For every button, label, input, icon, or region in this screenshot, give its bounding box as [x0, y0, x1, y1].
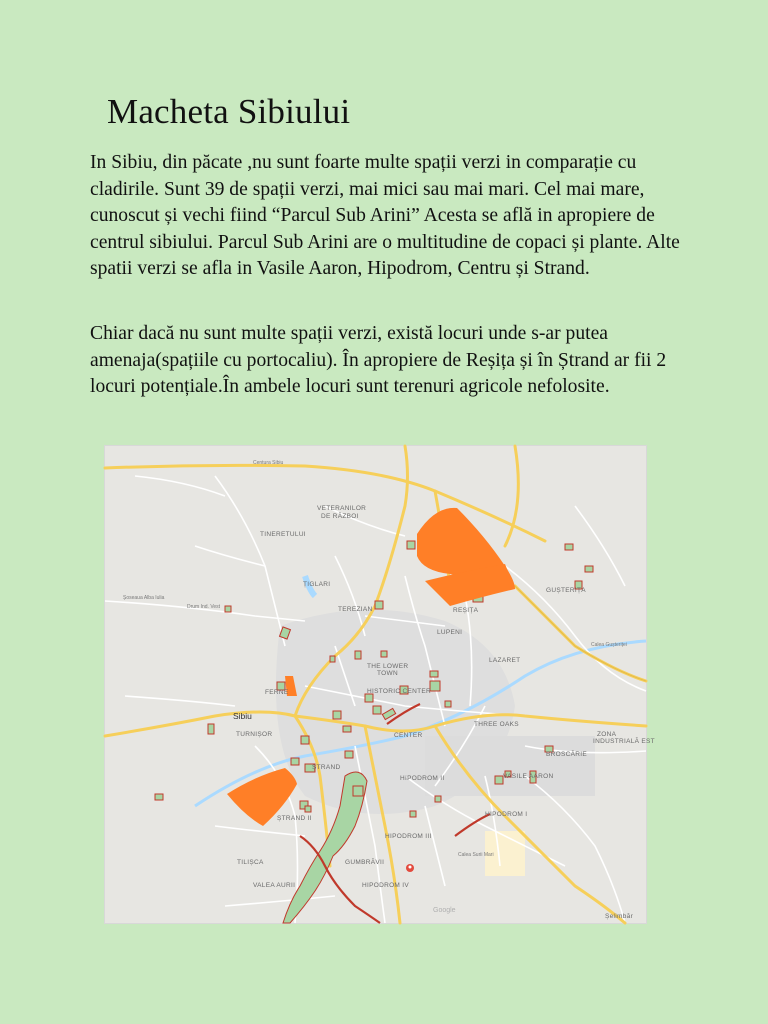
label-razboi: DE RĂZBOI [321, 513, 359, 520]
label-strand-ii: ȘTRAND II [277, 815, 312, 822]
label-tilisca: TILIȘCA [237, 859, 264, 866]
label-vasile-aaron: VASILE AARON [503, 773, 554, 780]
paragraph-proposal: Chiar dacă nu sunt multe spații verzi, există locuri unde s-ar putea amenaja(spațiile cu portocaliu). În apropiere de Reșița și în Ștrand ar fii 2 locuri potențiale.În ambele locuri sunt terenuri agricole nefolosite. [90, 323, 667, 398]
label-terezian: TEREZIAN [338, 606, 373, 613]
label-tineretului: TINERETULUI [260, 531, 306, 538]
label-turnisor: TURNIȘOR [236, 731, 273, 738]
label-selimbar: Șelimbăr [605, 913, 634, 920]
label-valea-aurie: VALEA AURII [253, 882, 296, 889]
label-gusterita: GUȘTERIȚA [546, 587, 586, 594]
label-road-cibin: Calea Surii Mari [458, 852, 494, 858]
map-watermark-logo: Google [433, 907, 456, 914]
label-road-dn1: Drum Ind. Vest [187, 604, 221, 610]
label-veteranilor: VETERANILOR [317, 505, 367, 512]
label-three-oaks: THREE OAKS [474, 721, 519, 728]
label-resita: REȘIȚA [453, 607, 479, 614]
label-fernezeu: FERNE [265, 689, 289, 696]
label-road-dn1b: Calea Gușteriței [591, 642, 627, 648]
label-zona-industriala-2: INDUSTRIALĂ EST [593, 738, 655, 745]
label-hipodrom-iv: HIPODROM IV [362, 882, 409, 889]
map-canvas [105, 446, 655, 923]
label-gumbravii: GUMBRĂVII [345, 859, 385, 866]
page-title: Macheta Sibiului [107, 92, 351, 131]
place-marker-dot [409, 866, 412, 869]
label-hipodrom-ii: HIPODROM II [400, 775, 445, 782]
label-zona-industriala-1: ZONA [597, 731, 617, 738]
label-lower-town-2: TOWN [377, 670, 398, 677]
label-hipodrom-i: HIPODROM I [485, 811, 528, 818]
paragraph-intro: In Sibiu, din păcate ,nu sunt foarte multe spații verzi in comparație cu cladirile. Sunt 39 de spații verzi, mai mici sau mai mari. Cel mai mare, cunoscut și vechi fiind “Parcul Sub Arini” Acesta se află in apropiere de centrul sibiului. Parcul Sub Arini are o multitudine de copaci și plante. Alte spatii verzi se afla in Vasile Aaron, Hipodrom, Centru și Strand. [90, 152, 680, 280]
label-center: CENTER [394, 732, 423, 739]
sibiu-map[interactable] [104, 445, 655, 924]
label-hipodrom-iii: HIPODROM III [385, 833, 432, 840]
label-lower-town-1: THE LOWER [367, 663, 409, 670]
label-tiglari: ȚIGLARI [303, 581, 331, 588]
label-lazaret: LAZARET [489, 657, 521, 664]
industrial-area [425, 736, 595, 796]
label-historic-center: HISTORIC CENTER [367, 688, 431, 695]
label-lupeni: LUPENI [437, 629, 463, 636]
label-road-centura: Centura Sibiu [253, 460, 284, 466]
label-strand: ȘTRAND [312, 764, 341, 771]
label-road-sos-alba: Șoseaua Alba Iulia [123, 595, 165, 601]
label-city-sibiu: Sibiu [233, 711, 252, 721]
label-broscarie: BROSCĂRIE [546, 751, 587, 758]
